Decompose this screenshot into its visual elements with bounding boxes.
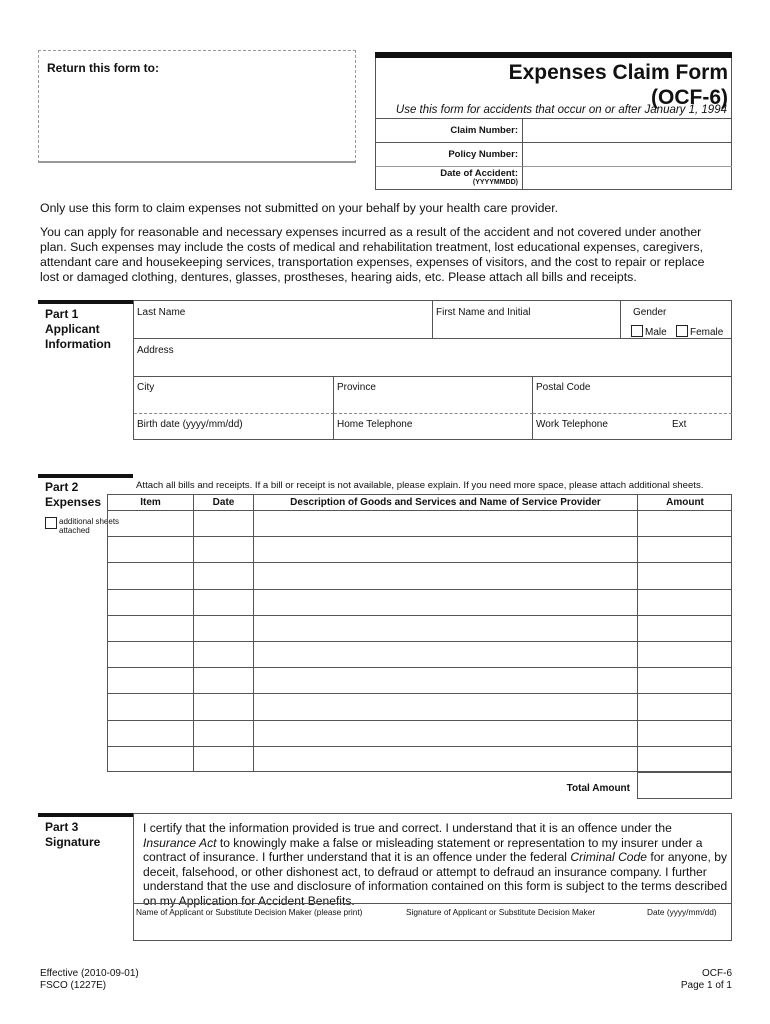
- expense-row-8-amount-cell[interactable]: [637, 693, 732, 719]
- expense-row-3-date-cell[interactable]: [193, 562, 253, 588]
- part2-bar: [38, 474, 133, 478]
- total-amount-label: Total Amount: [566, 783, 630, 794]
- expense-row-8-date-cell[interactable]: [193, 693, 253, 719]
- gender-label: Gender: [633, 307, 667, 318]
- birth-date-field[interactable]: [134, 414, 334, 440]
- expense-row-2-date-cell[interactable]: [193, 536, 253, 562]
- work-telephone-label: Work Telephone: [536, 419, 608, 430]
- part1-heading: [45, 307, 125, 352]
- work-telephone-field[interactable]: [533, 414, 732, 440]
- expense-row-5-amount-cell[interactable]: [637, 615, 732, 641]
- expense-row-10-date-cell[interactable]: [193, 746, 253, 772]
- female-label: Female: [690, 327, 724, 338]
- date-of-accident-label: Date of Accident:: [440, 168, 518, 179]
- effective-date: Effective (2010-09-01): [40, 968, 139, 979]
- footer-form-code: OCF-6: [702, 968, 732, 979]
- expense-row-9-date-cell[interactable]: [193, 720, 253, 746]
- criminal-code: Criminal Code: [570, 850, 647, 865]
- expense-row-2-item-cell[interactable]: [107, 536, 193, 562]
- expense-row-1-date-cell[interactable]: [193, 510, 253, 536]
- postal-code-label: Postal Code: [536, 382, 591, 393]
- column-header-date: Date: [193, 494, 253, 510]
- signature-date-label: Date (yyyy/mm/dd): [647, 907, 717, 917]
- expense-row-8-item-cell[interactable]: [107, 693, 193, 719]
- birth-date-label: Birth date (yyyy/mm/dd): [137, 419, 243, 430]
- certification-text: [143, 821, 728, 909]
- expense-row-9-item-cell[interactable]: [107, 720, 193, 746]
- gender-male-option[interactable]: [631, 325, 667, 338]
- claim-number-label: Claim Number:: [450, 125, 518, 136]
- address-label: Address: [137, 345, 174, 356]
- expense-row-4-description-cell[interactable]: [253, 589, 637, 615]
- expenses-table: [107, 494, 732, 772]
- home-telephone-label: Home Telephone: [337, 419, 413, 430]
- column-header-description: Description of Goods and Services and Name of Service Provider: [253, 494, 637, 510]
- expense-row-4-amount-cell[interactable]: [637, 589, 732, 615]
- cert-text-b: to knowingly make a false or misleading statement or representation to my insurer under a contract of insurance. I further understand that it is an offence under the federal: [143, 835, 703, 865]
- date-format-hint: (YYYYMMDD): [472, 179, 518, 186]
- expense-row-8-description-cell[interactable]: [253, 693, 637, 719]
- expense-row-6-description-cell[interactable]: [253, 641, 637, 667]
- cert-text-a: I certify that the information provided is true and correct. I understand that it is an offence under the: [143, 821, 672, 835]
- expense-row-9-amount-cell[interactable]: [637, 720, 732, 746]
- column-header-item: Item: [107, 494, 193, 510]
- part1-subtitle: Applicant Information: [45, 322, 111, 351]
- part3-subtitle: Signature: [45, 835, 101, 849]
- province-field[interactable]: [334, 377, 533, 414]
- last-name-field[interactable]: [134, 301, 433, 339]
- claim-number-field[interactable]: [523, 119, 732, 143]
- expense-row-7-item-cell[interactable]: [107, 667, 193, 693]
- claim-info-table: [375, 118, 732, 190]
- postal-code-field[interactable]: [533, 377, 732, 414]
- expense-row-5-date-cell[interactable]: [193, 615, 253, 641]
- return-address-box[interactable]: [38, 50, 356, 163]
- ext-label: Ext: [672, 419, 687, 430]
- expense-row-2-description-cell[interactable]: [253, 536, 637, 562]
- first-name-field[interactable]: [433, 301, 621, 339]
- male-checkbox[interactable]: [631, 325, 643, 337]
- expense-row-4-date-cell[interactable]: [193, 589, 253, 615]
- additional-sheets-checkbox[interactable]: [45, 517, 57, 529]
- part2-title: Part 2: [45, 480, 79, 494]
- province-label: Province: [337, 382, 376, 393]
- applicant-name-label: Name of Applicant or Substitute Decision Maker (please print): [136, 907, 363, 917]
- part2-note: Attach all bills and receipts. If a bill or receipt is not available, please explain. If you need more space, please attach additional sheets.: [136, 480, 704, 491]
- expense-row-3-description-cell[interactable]: [253, 562, 637, 588]
- expense-row-6-amount-cell[interactable]: [637, 641, 732, 667]
- expense-row-7-amount-cell[interactable]: [637, 667, 732, 693]
- part3-title: Part 3: [45, 820, 79, 834]
- cert-text-c: for anyone, by deceit, falsehood, or other dishonest act, to defraud or attempt to defraud an insurance company. I further understand that the use and disclosure of information contained on this form is subject to the terms described on my Application for Accident Benefits.: [143, 850, 728, 908]
- intro-paragraph: You can apply for reasonable and necessary expenses incurred as a result of the accident and not covered under another plan. Such expenses may include the costs of medical and rehabilitation treatment, lost educational expenses, caregivers, attendant care and housekeeping services, transportation expenses, expenses of visitors, and the cost to repair or replace lost or damaged clothing, dentures, glasses, prostheses, hearing aids, etc. Please attach all bills and receipts.: [40, 225, 705, 284]
- expense-row-6-item-cell[interactable]: [107, 641, 193, 667]
- policy-number-label: Policy Number:: [448, 149, 518, 160]
- fsco-code: FSCO (1227E): [40, 980, 107, 991]
- date-of-accident-field[interactable]: [523, 167, 732, 190]
- return-label: Return this form to:: [47, 61, 159, 75]
- part2-subtitle: Expenses: [45, 495, 102, 509]
- expense-row-3-amount-cell[interactable]: [637, 562, 732, 588]
- expense-row-4-item-cell[interactable]: [107, 589, 193, 615]
- part3-bar: [38, 813, 133, 817]
- part1-bar: [38, 300, 133, 304]
- policy-number-field[interactable]: [523, 143, 732, 167]
- male-label: Male: [645, 327, 667, 338]
- insurance-act: Insurance Act: [143, 835, 217, 850]
- expense-row-5-item-cell[interactable]: [107, 615, 193, 641]
- expense-row-1-description-cell[interactable]: [253, 510, 637, 536]
- form-code: (OCF-6): [651, 86, 728, 109]
- female-checkbox[interactable]: [676, 325, 688, 337]
- home-telephone-field[interactable]: [334, 414, 533, 440]
- expense-row-7-description-cell[interactable]: [253, 667, 637, 693]
- expense-row-10-item-cell[interactable]: [107, 746, 193, 772]
- page-number: Page 1 of 1: [680, 980, 732, 991]
- expense-row-7-date-cell[interactable]: [193, 667, 253, 693]
- form-subtitle: Use this form for accidents that occur on or after January 1, 1994: [395, 104, 727, 116]
- address-field[interactable]: [134, 339, 732, 377]
- total-amount-field[interactable]: [637, 772, 732, 799]
- intro-line: Only use this form to claim expenses not submitted on your behalf by your health care provider.: [40, 201, 559, 215]
- expense-row-3-item-cell[interactable]: [107, 562, 193, 588]
- form-title: Expenses Claim Form: [508, 61, 728, 84]
- first-name-label: First Name and Initial: [436, 307, 531, 318]
- gender-field: [621, 301, 732, 339]
- expense-row-9-description-cell[interactable]: [253, 720, 637, 746]
- part1-title: Part 1: [45, 307, 79, 321]
- expense-row-1-item-cell[interactable]: [107, 510, 193, 536]
- footer-right: [681, 968, 732, 992]
- last-name-label: Last Name: [137, 307, 186, 318]
- city-label: City: [137, 382, 155, 393]
- signature-section: [133, 813, 732, 941]
- gender-female-option[interactable]: [676, 325, 723, 338]
- part3-heading: [45, 820, 100, 850]
- part2-heading: [45, 480, 101, 510]
- expense-row-1-amount-cell[interactable]: [637, 510, 732, 536]
- city-field[interactable]: [134, 377, 334, 414]
- expense-row-5-description-cell[interactable]: [253, 615, 637, 641]
- column-header-amount: Amount: [637, 494, 732, 510]
- footer-left: [40, 968, 139, 992]
- additional-sheets-label: additional sheets attached: [59, 517, 120, 535]
- signature-label: Signature of Applicant or Substitute Decision Maker: [406, 907, 596, 917]
- expense-row-6-date-cell[interactable]: [193, 641, 253, 667]
- signature-row[interactable]: [134, 903, 731, 941]
- applicant-info-table: [133, 300, 732, 440]
- expense-row-10-amount-cell[interactable]: [637, 746, 732, 772]
- expense-row-2-amount-cell[interactable]: [637, 536, 732, 562]
- expense-row-10-description-cell[interactable]: [253, 746, 637, 772]
